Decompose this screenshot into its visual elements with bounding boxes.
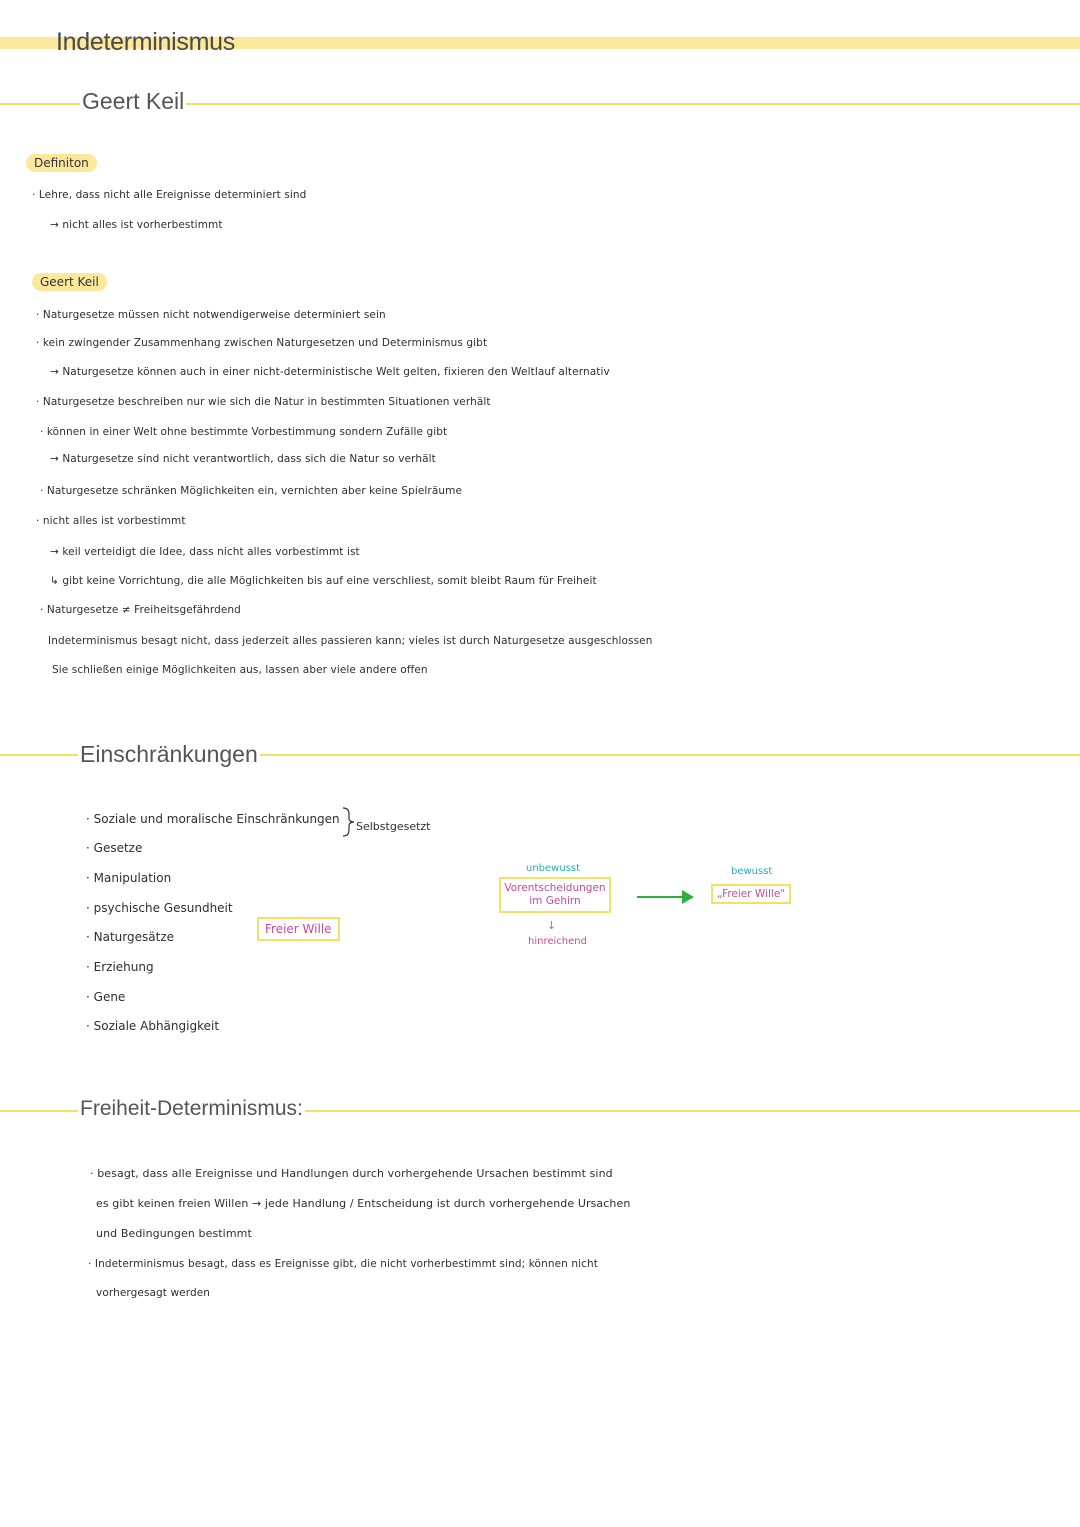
subtitle: Geert Keil — [82, 88, 185, 114]
keil-line: · Naturgesetze müssen nicht notwendigerweise determiniert sein — [36, 309, 386, 321]
definition-line: · Lehre, dass nicht alle Ereignisse determiniert sind — [32, 189, 307, 201]
keil-line: · Naturgesetze ≠ Freiheitsgefährdend — [40, 604, 241, 616]
keil-line: · können in einer Welt ohne bestimmte Vorbestimmung sondern Zufälle gibt — [40, 426, 448, 438]
right-arrow-icon — [636, 888, 696, 906]
vorentscheidungen-box: Vorentscheidungen im Gehirn — [499, 877, 611, 913]
einschraenkung-item: · Naturgesätze — [86, 930, 174, 944]
bewusst-label: bewusst — [731, 866, 773, 877]
keil-line: Sie schließen einige Möglichkeiten aus, lassen aber viele andere offen — [52, 664, 428, 676]
keil-line: · Naturgesetze schränken Möglichkeiten ein, vernichten aber keine Spielräume — [40, 485, 463, 497]
keil-line: → keil verteidigt die Idee, dass nicht alles vorbestimmt ist — [50, 546, 360, 558]
freiheit-line: und Bedingungen bestimmt — [96, 1227, 252, 1240]
keil-line: · kein zwingender Zusammenhang zwischen Naturgesetzen und Determinismus gibt — [36, 337, 488, 349]
einschraenkung-label: Manipulation — [93, 871, 172, 885]
freier-wille-quote-box: „Freier Wille" — [711, 884, 791, 904]
down-arrow-icon: ↓ — [547, 919, 557, 932]
keil-line: → Naturgesetze können auch in einer nicht-deterministische Welt gelten, fixieren den Weltlauf alternativ — [50, 366, 610, 378]
einschraenkung-item: · psychische Gesundheit — [86, 901, 233, 915]
einschraenkung-item: · Soziale Abhängigkeit — [86, 1019, 220, 1033]
einschraenkung-label: Naturgesätze — [93, 930, 174, 944]
brace-note: Selbstgesetzt — [356, 820, 431, 833]
keil-line: → Naturgesetze sind nicht verantwortlich, dass sich die Natur so verhält — [50, 453, 436, 465]
freiheit-heading: Freiheit-Determinismus: — [80, 1097, 303, 1120]
hinreichend-label: hinreichend — [528, 936, 587, 947]
keil-line: Indeterminismus besagt nicht, dass jederzeit alles passieren kann; vieles ist durch Naturgesetze ausgeschlossen — [48, 635, 653, 647]
keil-line: · Naturgesetze beschreiben nur wie sich die Natur in bestimmten Situationen verhält — [36, 396, 491, 408]
einschraenkung-item: · Soziale und moralische Einschränkungen — [86, 812, 340, 826]
einschraenkung-item: · Erziehung — [86, 960, 154, 974]
definition-line: → nicht alles ist vorherbestimmt — [50, 219, 223, 231]
keil-line: ↳ gibt keine Vorrichtung, die alle Möglichkeiten bis auf eine verschliest, somit bleibt Raum für Freiheit — [50, 575, 597, 587]
einschraenkung-item: · Manipulation — [86, 871, 172, 885]
einschraenkung-label: Soziale Abhängigkeit — [93, 1019, 220, 1033]
keil-line: · nicht alles ist vorbestimmt — [36, 515, 186, 527]
keil-label: Geert Keil — [32, 273, 107, 291]
einschraenkung-label: Erziehung — [93, 960, 154, 974]
einschraenkung-label: Soziale und moralische Einschränkungen — [93, 812, 340, 826]
page-title: Indeterminismus — [56, 28, 235, 56]
freiheit-line: vorhergesagt werden — [96, 1287, 211, 1299]
einschraenkung-label: psychische Gesundheit — [93, 901, 233, 915]
freiheit-line: es gibt keinen freien Willen → jede Handlung / Entscheidung ist durch vorhergehende Ursachen — [96, 1197, 631, 1210]
unbewusst-label: unbewusst — [526, 863, 581, 874]
einschraenkungen-heading: Einschränkungen — [80, 741, 258, 767]
einschraenkung-label: Gene — [93, 990, 126, 1004]
freier-wille-box: Freier Wille — [257, 917, 340, 941]
freiheit-line: · besagt, dass alle Ereignisse und Handlungen durch vorhergehende Ursachen bestimmt sind — [90, 1167, 613, 1180]
definition-label: Definiton — [26, 154, 97, 172]
einschraenkung-label: Gesetze — [93, 841, 143, 855]
freiheit-line: · Indeterminismus besagt, dass es Ereignisse gibt, die nicht vorherbestimmt sind; können nicht — [88, 1258, 598, 1270]
einschraenkung-item: · Gene — [86, 990, 126, 1004]
brace-icon — [340, 806, 356, 838]
einschraenkung-item: · Gesetze — [86, 841, 143, 855]
